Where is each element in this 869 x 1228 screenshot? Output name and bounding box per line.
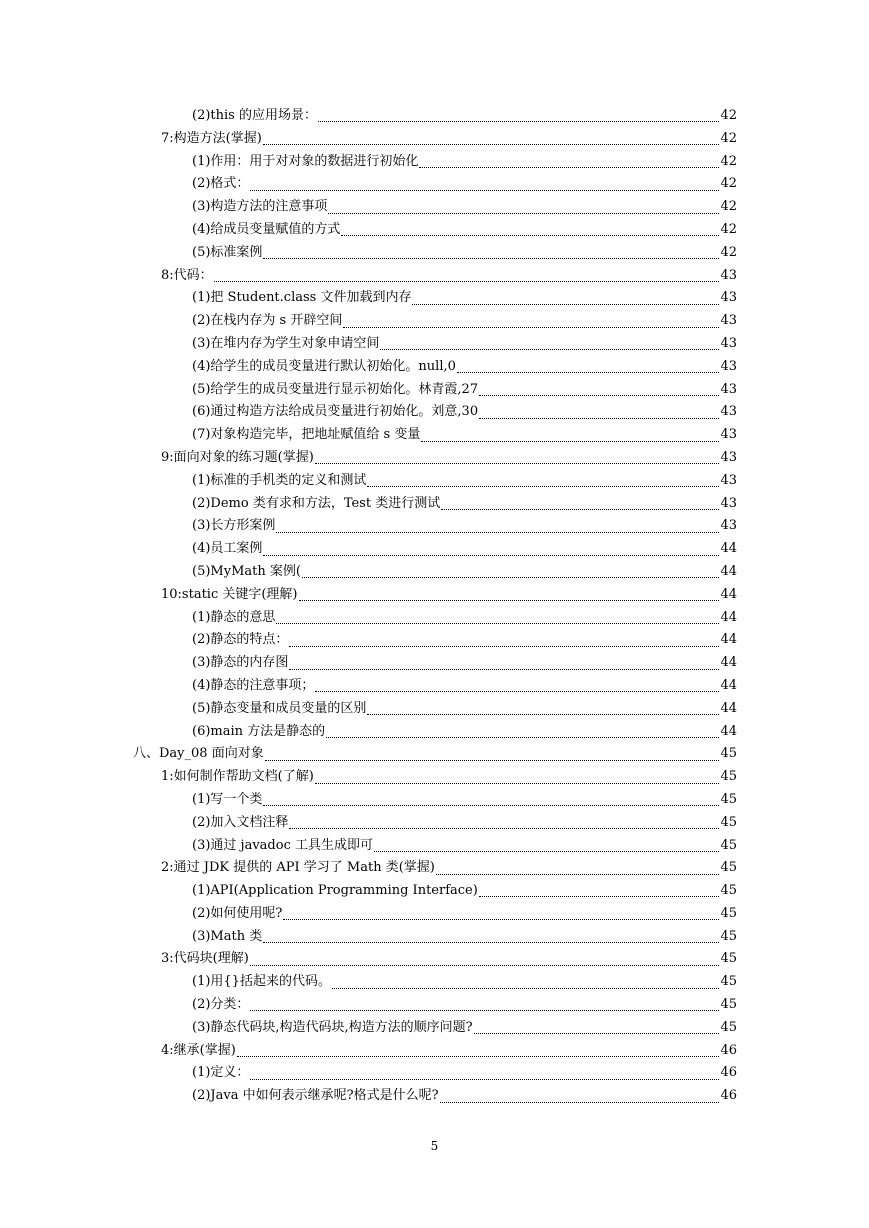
toc-entry[interactable]: [192, 812, 869, 835]
toc-entry-page: 45: [720, 974, 737, 990]
dot-leader: [276, 622, 719, 624]
toc-entry[interactable]: [192, 926, 869, 949]
toc-entry-title: (2)加入文档注释: [192, 814, 289, 830]
dot-leader: [479, 394, 719, 396]
dot-leader: [263, 804, 719, 806]
toc-entry[interactable]: [192, 721, 869, 744]
toc-entry[interactable]: [192, 880, 869, 903]
dot-leader: [289, 668, 719, 670]
toc-entry[interactable]: [161, 447, 869, 470]
toc-entry[interactable]: [192, 903, 869, 926]
toc-entry[interactable]: [192, 538, 869, 561]
dot-leader: [318, 120, 719, 122]
toc-entry-page: 43: [720, 495, 737, 511]
toc-entry-title: (2)this 的应用场景：: [192, 108, 317, 123]
dot-leader: [250, 964, 720, 966]
toc-entry-page: 45: [720, 1019, 737, 1035]
toc-entry-page: 42: [720, 199, 737, 215]
toc-entry-page: 45: [720, 746, 737, 762]
toc-entry-title: (2)静态的特点：: [192, 632, 289, 648]
toc-entry-page: 45: [720, 860, 737, 876]
table-of-contents: [0, 105, 869, 1108]
toc-entry-title: (2)如何使用呢?: [192, 905, 283, 921]
toc-entry[interactable]: [192, 242, 869, 265]
toc-entry-page: 45: [720, 997, 737, 1013]
toc-entry[interactable]: [161, 1040, 869, 1063]
toc-entry-page: 45: [720, 905, 737, 921]
dot-leader: [479, 417, 719, 419]
dot-leader: [441, 508, 719, 510]
toc-entry[interactable]: [192, 470, 869, 493]
toc-entry-page: 45: [720, 791, 737, 807]
dot-leader: [289, 645, 719, 647]
toc-entry[interactable]: [192, 356, 869, 379]
dot-leader: [315, 782, 720, 784]
toc-entry-title: (4)给成员变量赋值的方式: [192, 221, 341, 237]
toc-entry[interactable]: [192, 607, 869, 630]
toc-entry-title: (6)通过构造方法给成员变量进行初始化。刘意,30: [192, 404, 479, 420]
toc-entry-page: 45: [720, 837, 737, 853]
dot-leader: [479, 895, 720, 897]
toc-entry[interactable]: [192, 173, 869, 196]
toc-entry-page: 44: [720, 563, 737, 579]
toc-entry-title: (4)静态的注意事项；: [192, 677, 315, 693]
toc-entry-page: 42: [720, 244, 737, 260]
toc-entry-title: (5)给学生的成员变量进行显示初始化。林青霞,27: [192, 381, 479, 397]
toc-entry-title: 3:代码块(理解): [161, 951, 249, 967]
toc-entry-title: (6)main 方法是静态的: [192, 723, 326, 739]
toc-entry[interactable]: [133, 743, 869, 766]
dot-leader: [263, 143, 720, 145]
toc-entry-page: 43: [720, 381, 737, 397]
dot-leader: [315, 690, 719, 692]
toc-entry[interactable]: [192, 561, 869, 584]
toc-entry-page: 44: [720, 700, 737, 716]
toc-entry-page: 46: [720, 1088, 737, 1104]
toc-entry-page: 45: [720, 883, 737, 899]
toc-entry[interactable]: [161, 766, 869, 789]
dot-leader: [341, 234, 719, 236]
toc-entry-title: 1:如何制作帮助文档(了解): [161, 769, 314, 785]
toc-entry-title: (1)用{}括起来的代码。: [192, 974, 331, 990]
toc-entry-page: 42: [720, 153, 737, 169]
toc-entry-title: (5)MyMath 案例(: [192, 563, 301, 579]
toc-entry[interactable]: [161, 857, 869, 880]
dot-leader: [283, 918, 719, 920]
toc-entry-page: 46: [720, 1065, 737, 1081]
dot-leader: [440, 1101, 720, 1103]
toc-entry-title: (2)在栈内存为 s 开辟空间: [192, 313, 343, 329]
toc-entry-title: 7:构造方法(掌握): [161, 130, 262, 146]
toc-entry-title: (1)把 Student.class 文件加载到内存: [192, 290, 412, 306]
toc-entry[interactable]: [192, 379, 869, 402]
dot-leader: [326, 736, 719, 738]
toc-entry-page: 45: [720, 769, 737, 785]
dot-leader: [250, 1078, 719, 1080]
dot-leader: [419, 166, 719, 168]
toc-entry-page: 42: [720, 176, 737, 192]
toc-entry-title: 10:static 关键字(理解): [161, 586, 298, 602]
toc-entry-title: (3)静态代码块,构造代码块,构造方法的顺序问题?: [192, 1019, 473, 1035]
dot-leader: [374, 850, 719, 852]
toc-entry-title: (1)API(Application Programming Interface): [192, 883, 478, 899]
toc-entry[interactable]: [192, 1017, 869, 1040]
dot-leader: [263, 554, 719, 556]
toc-entry-title: (4)员工案例: [192, 541, 263, 557]
toc-entry-page: 42: [720, 108, 737, 123]
dot-leader: [457, 371, 720, 373]
toc-entry[interactable]: [192, 835, 869, 858]
toc-entry-page: 43: [720, 518, 737, 534]
page-number: 5: [430, 1139, 439, 1153]
toc-entry-page: 44: [720, 586, 737, 602]
toc-entry[interactable]: [192, 652, 869, 675]
toc-entry[interactable]: [192, 789, 869, 812]
dot-leader: [214, 280, 720, 282]
toc-entry-page: 43: [720, 335, 737, 351]
toc-entry[interactable]: [192, 515, 869, 538]
toc-entry[interactable]: [192, 219, 869, 242]
toc-entry-page: 43: [720, 290, 737, 306]
toc-entry-title: (2)格式：: [192, 176, 250, 192]
dot-leader: [380, 348, 719, 350]
toc-entry-title: 2:通过 JDK 提供的 API 学习了 Math 类(掌握): [161, 860, 435, 876]
dot-leader: [237, 1055, 720, 1057]
toc-entry[interactable]: [192, 287, 869, 310]
toc-entry-title: (2)分类：: [192, 997, 250, 1013]
toc-entry-title: 4:继承(掌握): [161, 1042, 236, 1058]
toc-entry-title: (3)构造方法的注意事项: [192, 199, 328, 215]
dot-leader: [299, 599, 720, 601]
dot-leader: [328, 212, 719, 214]
toc-entry-title: 9:面向对象的练习题(掌握): [161, 449, 314, 465]
dot-leader: [263, 941, 719, 943]
dot-leader: [367, 485, 719, 487]
toc-entry-page: 43: [720, 267, 737, 283]
toc-entry[interactable]: [161, 128, 869, 151]
toc-entry-page: 43: [720, 404, 737, 420]
toc-entry-title: (5)静态变量和成员变量的区别: [192, 700, 367, 716]
toc-entry-title: (3)通过 javadoc 工具生成即可: [192, 837, 373, 853]
toc-entry-page: 43: [720, 427, 737, 443]
toc-entry-page: 43: [720, 472, 737, 488]
toc-entry-title: (3)Math 类: [192, 928, 263, 944]
toc-entry-page: 45: [720, 928, 737, 944]
toc-entry-title: (1)静态的意思: [192, 609, 276, 625]
toc-entry-page: 44: [720, 723, 737, 739]
toc-entry-page: 44: [720, 632, 737, 648]
toc-entry-title: (2)Demo 类有求和方法，Test 类进行测试: [192, 495, 441, 511]
toc-entry-page: 45: [720, 814, 737, 830]
dot-leader: [421, 440, 719, 442]
dot-leader: [250, 189, 719, 191]
toc-entry[interactable]: [161, 948, 869, 971]
dot-leader: [367, 713, 719, 715]
toc-entry[interactable]: [192, 1062, 869, 1085]
dot-leader: [263, 257, 719, 259]
toc-entry[interactable]: [192, 310, 869, 333]
toc-entry[interactable]: [192, 401, 869, 424]
dot-leader: [265, 759, 720, 761]
toc-entry-page: 43: [720, 449, 737, 465]
toc-entry-title: (3)长方形案例: [192, 518, 276, 534]
toc-entry[interactable]: [192, 675, 869, 698]
toc-entry-title: (1)定义：: [192, 1065, 250, 1081]
toc-entry-title: (2)Java 中如何表示继承呢?格式是什么呢?: [192, 1088, 439, 1104]
dot-leader: [436, 873, 720, 875]
toc-entry[interactable]: [192, 105, 869, 128]
toc-entry-page: 43: [720, 358, 737, 374]
toc-entry[interactable]: [192, 629, 869, 652]
toc-entry-title: (5)标准案例: [192, 244, 263, 260]
toc-entry-title: 八、Day_08 面向对象: [133, 746, 264, 762]
toc-entry-page: 46: [720, 1042, 737, 1058]
toc-entry-title: (1)作用：用于对对象的数据进行初始化: [192, 153, 419, 169]
toc-entry-title: (4)给学生的成员变量进行默认初始化。null,0: [192, 358, 456, 374]
dot-leader: [343, 326, 719, 328]
toc-entry[interactable]: [192, 994, 869, 1017]
toc-entry[interactable]: [192, 1085, 869, 1108]
toc-entry[interactable]: [192, 424, 869, 447]
dot-leader: [276, 531, 719, 533]
toc-entry-title: (1)写一个类: [192, 791, 263, 807]
dot-leader: [289, 827, 719, 829]
toc-entry-title: (7)对象构造完毕，把地址赋值给 s 变量: [192, 427, 421, 443]
toc-entry-title: 8:代码：: [161, 267, 213, 283]
dot-leader: [474, 1032, 720, 1034]
toc-entry[interactable]: [192, 196, 869, 219]
toc-entry-page: 45: [720, 951, 737, 967]
toc-entry-page: 44: [720, 655, 737, 671]
dot-leader: [250, 1009, 719, 1011]
toc-entry-title: (1)标准的手机类的定义和测试: [192, 472, 367, 488]
toc-entry[interactable]: [161, 584, 869, 607]
dot-leader: [412, 303, 719, 305]
toc-entry[interactable]: [192, 971, 869, 994]
toc-entry[interactable]: [192, 698, 869, 721]
toc-entry[interactable]: [192, 151, 869, 174]
dot-leader: [302, 576, 720, 578]
toc-entry-title: (3)在堆内存为学生对象申请空间: [192, 335, 380, 351]
toc-entry-page: 42: [720, 130, 737, 146]
dot-leader: [332, 987, 719, 989]
dot-leader: [315, 462, 720, 464]
toc-entry-page: 44: [720, 609, 737, 625]
toc-entry-page: 43: [720, 313, 737, 329]
toc-entry[interactable]: [161, 265, 869, 288]
toc-entry-page: 42: [720, 221, 737, 237]
toc-entry-page: 44: [720, 541, 737, 557]
toc-entry-page: 44: [720, 677, 737, 693]
toc-entry[interactable]: [192, 333, 869, 356]
toc-entry-title: (3)静态的内存图: [192, 655, 289, 671]
toc-entry[interactable]: [192, 493, 869, 516]
